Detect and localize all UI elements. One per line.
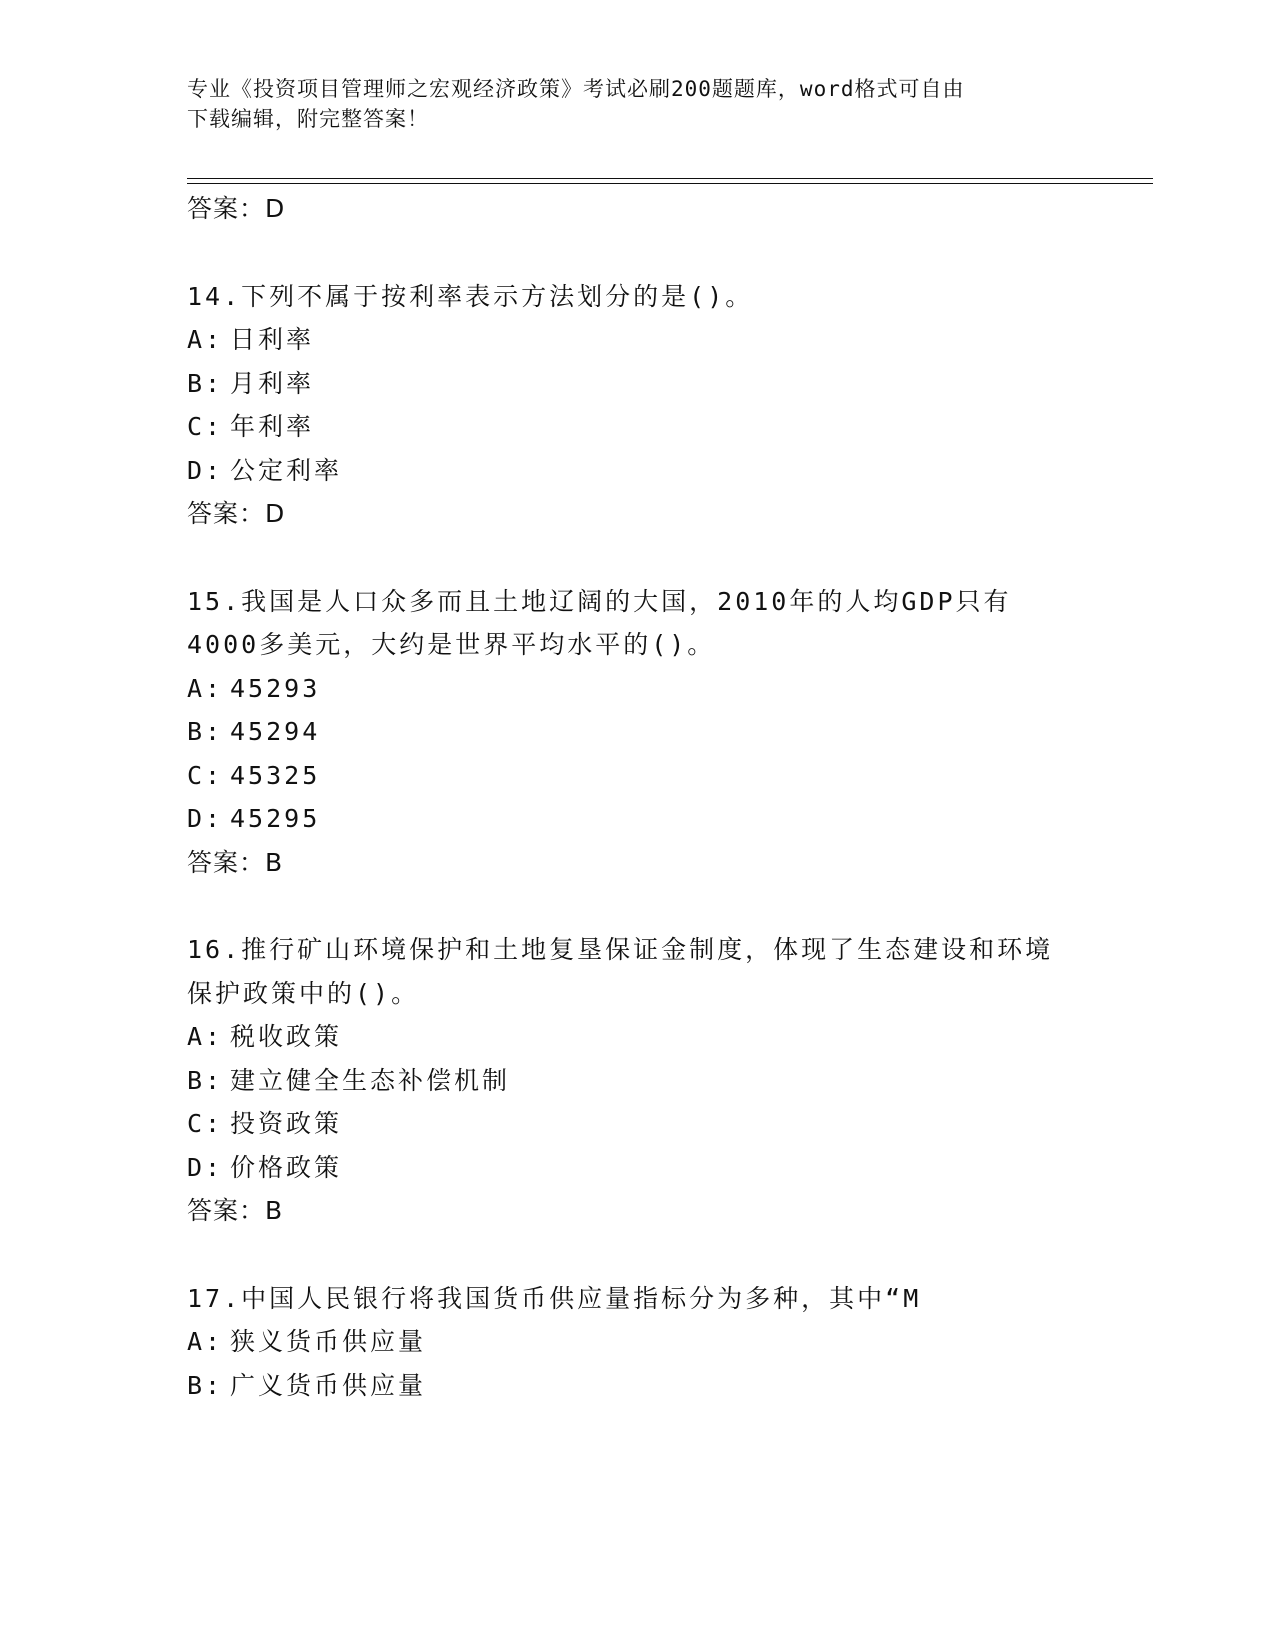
- header-divider-top: [187, 178, 1153, 179]
- option-text: 建立健全生态补偿机制: [230, 1066, 511, 1095]
- question-16-option-b: [187, 1065, 510, 1097]
- question-15-option-b: [187, 716, 320, 748]
- question-16-answer: 答案：B: [187, 1196, 284, 1225]
- option-label: D:: [187, 456, 224, 485]
- question-15-answer: 答案：B: [187, 848, 284, 877]
- option-label: A:: [187, 325, 224, 354]
- question-15-stem-line-2: 4000多美元，大约是世界平均水平的()。: [187, 630, 716, 659]
- question-16-option-c: [187, 1108, 342, 1140]
- header-divider-bottom: [187, 183, 1153, 184]
- option-label: C:: [187, 761, 224, 790]
- question-16-stem-line-2: 保护政策中的()。: [187, 979, 420, 1008]
- option-text: 广义货币供应量: [230, 1371, 427, 1400]
- option-text: 价格政策: [230, 1153, 343, 1182]
- question-15-stem-line-1: 15.我国是人口众多而且土地辽阔的大国，2010年的人均GDP只有: [187, 587, 1012, 616]
- option-text: 公定利率: [230, 456, 343, 485]
- option-text: 月利率: [230, 369, 315, 398]
- question-14-option-c: [187, 411, 314, 443]
- question-14-option-b: [187, 368, 314, 400]
- option-label: A:: [187, 1022, 224, 1051]
- question-15-option-c: [187, 760, 320, 792]
- option-label: B:: [187, 369, 224, 398]
- header-line-1: 专业《投资项目管理师之宏观经济政策》考试必刷200题题库，word格式可自由: [187, 77, 965, 101]
- question-17-option-a: [187, 1326, 426, 1358]
- question-14-stem: 14.下列不属于按利率表示方法划分的是()。: [187, 282, 754, 311]
- option-label: B:: [187, 1371, 224, 1400]
- option-label: C:: [187, 1109, 224, 1138]
- option-label: A:: [187, 674, 224, 703]
- option-text: 45295: [230, 804, 321, 833]
- option-text: 税收政策: [230, 1022, 343, 1051]
- question-17-stem: 17.中国人民银行将我国货币供应量指标分为多种，其中“M: [187, 1284, 922, 1313]
- option-text: 45325: [230, 761, 321, 790]
- option-text: 狭义货币供应量: [230, 1327, 427, 1356]
- option-label: B:: [187, 717, 224, 746]
- question-16-option-d: [187, 1152, 342, 1184]
- question-17-option-b: [187, 1370, 426, 1402]
- option-text: 45293: [230, 674, 321, 703]
- option-label: B:: [187, 1066, 224, 1095]
- document-header: [187, 74, 1067, 134]
- question-14-answer: 答案：D: [187, 499, 286, 528]
- question-16-option-a: [187, 1021, 342, 1053]
- previous-answer: 答案：D: [187, 194, 286, 223]
- option-label: A:: [187, 1327, 224, 1356]
- option-label: C:: [187, 412, 224, 441]
- option-label: D:: [187, 804, 224, 833]
- question-14-option-a: [187, 324, 314, 356]
- question-15-option-d: [187, 803, 320, 835]
- option-text: 日利率: [230, 325, 315, 354]
- option-label: D:: [187, 1153, 224, 1182]
- question-14-option-d: [187, 455, 342, 487]
- question-15-option-a: [187, 673, 320, 705]
- header-line-2: 下载编辑，附完整答案！: [187, 107, 429, 131]
- question-16-stem-line-1: 16.推行矿山环境保护和土地复垦保证金制度，体现了生态建设和环境: [187, 935, 1054, 964]
- option-text: 投资政策: [230, 1109, 343, 1138]
- option-text: 45294: [230, 717, 321, 746]
- option-text: 年利率: [230, 412, 315, 441]
